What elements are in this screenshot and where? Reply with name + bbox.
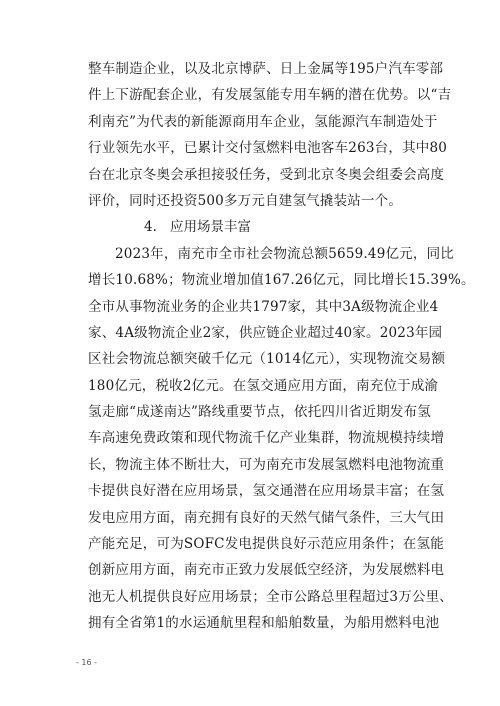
- text-line: 池无人机提供良好应用场景；全市公路总里程超过3万公里、: [88, 588, 453, 605]
- text-line: 增长10.68%；物流业增加值167.26亿元，同比增长15.39%。: [88, 272, 475, 289]
- text-line: 评价，同时还投资500多万元自建氢气撬装站一个。: [88, 192, 403, 209]
- text-line: 家、4A级物流企业2家，供应链企业超过40家。2023年园: [88, 324, 443, 341]
- text-line: 长，物流主体不断壮大，可为南充市发展氢燃料电池物流重: [88, 456, 445, 473]
- text-line: 卡提供良好潜在应用场景，氢交通潜在应用场景丰富；在氢: [88, 483, 445, 500]
- text-line: 利南充”为代表的新能源商用车企业，氢能源汽车制造处于: [88, 113, 438, 130]
- text-line: 全市从事物流业务的企业共1797家，其中3A级物流企业4: [88, 298, 439, 315]
- text-line: 创新应用方面，南充市正致力发展低空经济，为发展燃料电: [88, 562, 445, 579]
- text-line: 整车制造企业，以及北京博萨、日上金属等195户汽车零部: [88, 61, 444, 77]
- section-heading: [88, 214, 429, 240]
- document-body: [88, 56, 475, 637]
- text-line: 产能充足，可为SOFC发电提供良好示范应用条件；在氢能: [88, 536, 444, 553]
- paragraph-hydrogen-vehicles: [88, 56, 452, 214]
- text-line: 2023年，南充市全市社会物流总额5659.49亿元，同比: [115, 245, 454, 262]
- text-line: 台在北京冬奥会承担接驳任务，受到北京冬奥会组委会高度: [88, 166, 445, 183]
- text-line: 180亿元，税收2亿元。在氢交通应用方面，南充位于成渝: [88, 377, 439, 394]
- text-line: 发电应用方面，南充拥有良好的天然气储气条件，三大气田: [88, 509, 445, 526]
- text-line: 件上下游配套企业，有发展氢能专用车辆的潜在优势。以“吉: [88, 87, 452, 104]
- page-number: - 16 -: [76, 658, 98, 667]
- text-line: 氢走廊“成遂南达”路线重要节点，依托四川省近期发布氢: [88, 404, 432, 421]
- text-line: 行业领先水平，已累计交付氢燃料电池客车263台，其中80: [88, 140, 448, 157]
- text-line: 区社会物流总额突破千亿元（1014亿元），实现物流交易额: [88, 351, 446, 368]
- paragraph-application-scenarios: [88, 241, 475, 637]
- section-number: 4.: [144, 219, 157, 236]
- section-title: 应用场景丰富: [170, 219, 251, 236]
- text-line: 拥有全省第1的水运通航里程和船舶数量，为船用燃料电池: [88, 615, 440, 632]
- text-line: 车高速免费政策和现代物流千亿产业集群，物流规模持续增: [88, 430, 445, 447]
